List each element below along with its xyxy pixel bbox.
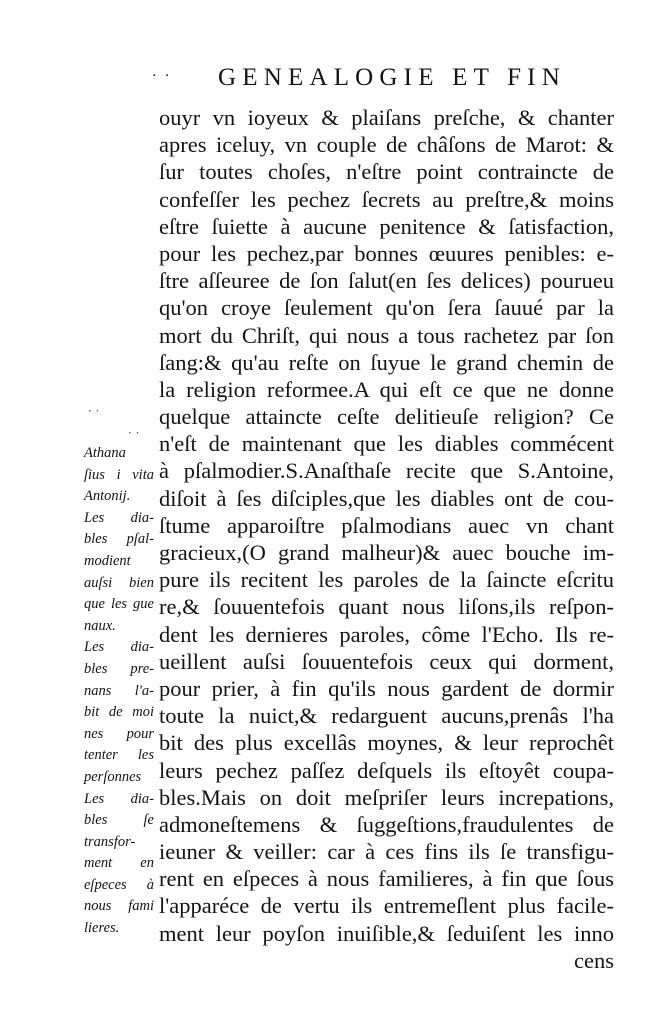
body-line: bles.Mais on doit meſpriſer leurs increpations, <box>159 784 614 810</box>
body-line: ſang:& qu'au reſte on ſuyue le grand chemin de <box>159 349 614 375</box>
body-line: ueillent auſsi ſouuentefois ceux qui dorment, <box>159 648 614 674</box>
body-line: ment leur poyſon inuiſible,& ſeduiſent les inno <box>159 920 614 946</box>
body-line: ſtre aſſeuree de ſon ſalut(en ſes delices) pourueu <box>159 268 614 294</box>
margin-note-line: auſsi bien <box>84 574 154 591</box>
body-line: apres iceluy, vn couple de châſons de Marot: & <box>159 132 614 158</box>
margin-note-line: Les dia- <box>84 639 154 656</box>
body-line: admoneſtemens & ſuggeſtions,fraudulentes de <box>159 811 614 837</box>
margin-note-line: eſpeces à <box>84 876 154 893</box>
margin-note-line: lieres. <box>84 920 120 937</box>
margin-note-line: bles pre- <box>84 660 154 677</box>
body-line: re,& ſouuentefois quant nous liſons,ils reſpon- <box>159 594 614 620</box>
margin-note-line: Athana <box>84 445 126 461</box>
body-line: n'eſt de maintenant que les diables commécent <box>159 431 614 457</box>
margin-note-line: tenter les <box>84 747 154 764</box>
body-line: pure ils recitent les paroles de la ſaincte eſcritu <box>159 567 614 593</box>
body-line: pour prier, à fin qu'ils nous gardent de dormir <box>159 675 614 701</box>
body-line: qu'on croye ſeulement qu'on ſera ſauué par la <box>159 295 614 321</box>
body-line: eſtre ſuiette à aucune penitence & ſatisfaction, <box>159 213 614 239</box>
body-line: diſoit à ſes diſciples,que les diables ont de cou- <box>159 485 614 511</box>
margin-note-line: nes pour <box>84 725 154 742</box>
margin-note-line: nans l'a- <box>84 682 154 699</box>
body-line: pour les pechez,par bonnes œuures penibles: e- <box>159 240 614 266</box>
corner-mark: · · <box>152 68 172 84</box>
margin-note-line: nous fami <box>84 898 154 915</box>
body-line: gracieux,(O grand malheur)& auec bouche im- <box>159 540 614 565</box>
margin-note-line: transfor- <box>84 833 136 850</box>
body-line: la religion reformee.A qui eſt ce que ne donne <box>159 376 614 402</box>
ink-speck: · · <box>128 426 140 440</box>
margin-note-line: Les dia- <box>84 790 154 807</box>
margin-note-line: bit de moi <box>84 704 154 721</box>
margin-note-line: modient <box>84 552 131 569</box>
margin-note-line: Antonij. <box>84 488 131 505</box>
ink-speck: · · <box>88 404 100 418</box>
margin-note-line: ſius i vita <box>84 466 154 483</box>
body-line: leurs pechez paſſez deſquels ils eſtoyêt coupa- <box>159 757 614 783</box>
body-line: l'apparéce de vertu ils entremeſlent plus facile- <box>159 893 614 919</box>
body-line: confeſſer les pechez ſecrets au preſtre,& moins <box>159 186 614 212</box>
running-head: GENEALOGIE ET FIN <box>218 64 566 91</box>
body-line: ſur toutes choſes, n'eſtre point contraincte de <box>159 159 614 185</box>
body-line: quelque attaincte ceſte delitieuſe religion? Ce <box>159 404 614 430</box>
body-line: dent les dernieres paroles, côme l'Echo. Ils re- <box>159 621 614 647</box>
margin-note-line: bles ſe <box>84 812 154 829</box>
body-line: toute la nuict,& redarguent aucuns,prenâs l'ha <box>159 703 614 729</box>
body-line: bit des plus excellâs moynes, & leur reprochêt <box>159 730 614 756</box>
body-line: cens <box>574 947 614 973</box>
margin-note-line: ment en <box>84 855 154 872</box>
body-line: ieuner & veiller: car à ces fins ils ſe transfigu- <box>159 839 614 865</box>
body-line: ouyr vn ioyeux & plaiſans preſche, & chanter <box>159 105 614 130</box>
body-line: mort du Chriſt, qui nous a tous rachetez par ſon <box>159 322 614 348</box>
margin-note-line: perſonnes <box>84 768 142 785</box>
margin-note-line: bles pſal- <box>84 531 154 548</box>
body-line: à pſalmodier.S.Anaſthaſe recite que S.Antoine, <box>159 458 614 484</box>
margin-notes <box>84 443 154 940</box>
body-line: rent en eſpeces à nous familieres, à fin que ſous <box>159 866 614 892</box>
body-line: ſtume apparoiſtre pſalmodians auec vn chant <box>159 512 614 538</box>
body-text <box>159 104 614 974</box>
margin-note-line: Les dia- <box>84 509 154 526</box>
margin-note-line: naux. <box>84 617 116 634</box>
margin-note-line: que les gue <box>84 596 154 613</box>
